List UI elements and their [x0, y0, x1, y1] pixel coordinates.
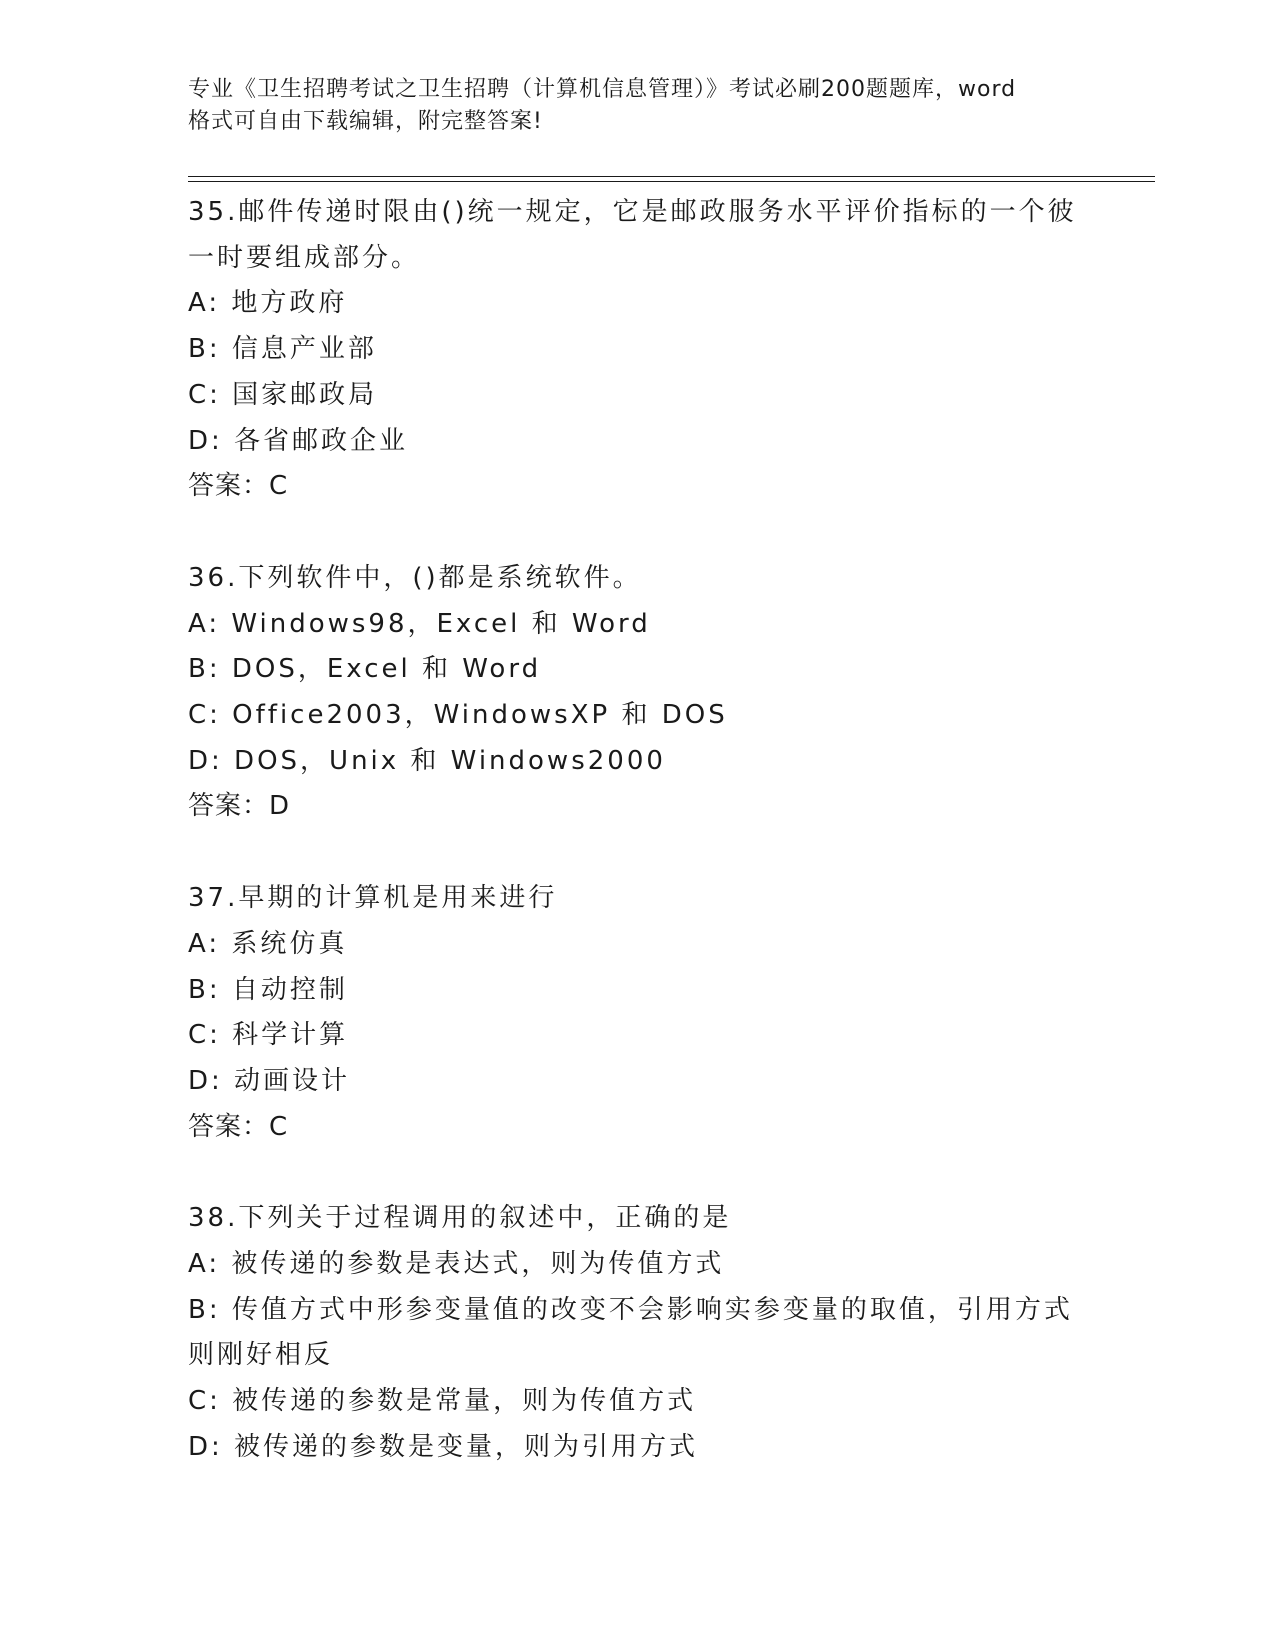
answer-label: 答案：D	[188, 791, 291, 822]
question-38	[188, 1196, 1088, 1470]
option-b: B: DOS，Excel 和 Word	[188, 654, 542, 685]
question-36	[188, 556, 1088, 830]
question-stem: 37.早期的计算机是用来进行	[188, 883, 558, 914]
answer-label: 答案：C	[188, 1111, 289, 1142]
option-a: A: 被传递的参数是表达式，则为传值方式	[188, 1249, 725, 1280]
header-divider-bottom	[188, 181, 1155, 182]
question-35	[188, 190, 1088, 510]
question-stem: 36.下列软件中，()都是系统软件。	[188, 562, 642, 593]
header-divider-top	[188, 176, 1155, 177]
option-c: C: 被传递的参数是常量，则为传值方式	[188, 1386, 697, 1417]
answer-label: 答案：C	[188, 471, 289, 502]
option-c: C: 国家邮政局	[188, 379, 378, 410]
question-stem: 35.邮件传递时限由()统一规定，它是邮政服务水平评价指标的一个彼	[188, 197, 1077, 227]
option-a: A: 系统仿真	[188, 928, 348, 959]
option-d: D: 被传递的参数是变量，则为引用方式	[188, 1431, 699, 1462]
option-b-continued: 则刚好相反	[188, 1340, 334, 1371]
option-b: B: 自动控制	[188, 974, 348, 1005]
option-c: C: Office2003，WindowsXP 和 DOS	[188, 700, 728, 731]
option-b: B: 信息产业部	[188, 334, 377, 365]
option-d: D: 动画设计	[188, 1065, 351, 1096]
option-d: D: 各省邮政企业	[188, 425, 409, 456]
document-header	[188, 74, 1088, 138]
question-stem: 一时要组成部分。	[188, 242, 421, 273]
option-b: B: 传值方式中形参变量值的改变不会影响实参变量的取值，引用方式	[188, 1294, 1073, 1325]
header-line-2: 格式可自由下载编辑，附完整答案!	[188, 109, 543, 134]
option-a: A: Windows98，Excel 和 Word	[188, 608, 651, 639]
option-a: A: 地方政府	[188, 288, 348, 319]
option-d: D: DOS，Unix 和 Windows2000	[188, 745, 666, 776]
question-list	[188, 190, 1088, 1517]
header-line-1: 专业《卫生招聘考试之卫生招聘（计算机信息管理）》考试必刷200题题库，word	[188, 77, 1017, 102]
question-stem: 38.下列关于过程调用的叙述中，正确的是	[188, 1203, 732, 1234]
question-37	[188, 876, 1088, 1150]
option-c: C: 科学计算	[188, 1020, 349, 1051]
